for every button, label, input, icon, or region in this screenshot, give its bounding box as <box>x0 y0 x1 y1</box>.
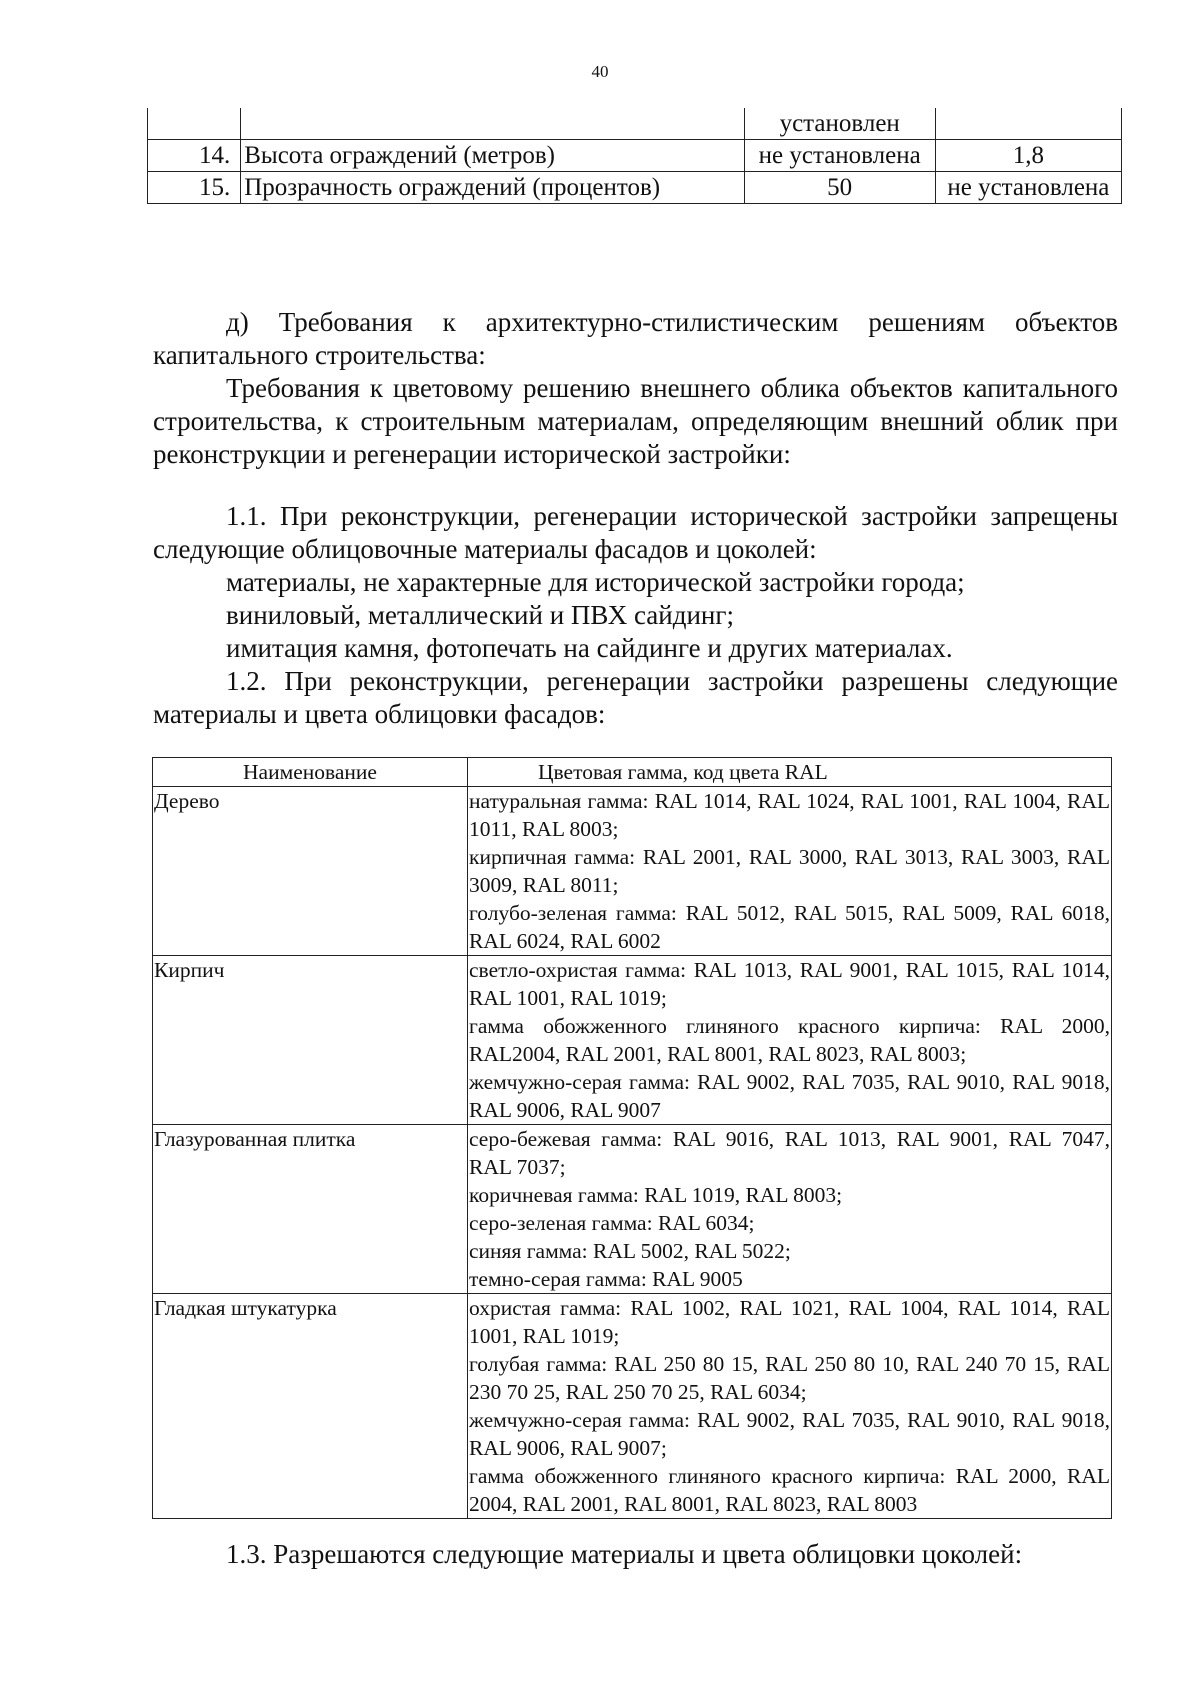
gamma-line: натуральная гамма: RAL 1014, RAL 1024, RAL 1001, RAL 1004, RAL 1011, RAL 8003; <box>469 789 1110 841</box>
gamma-line: темно-серая гамма: RAL 9005 <box>469 1267 743 1291</box>
gamma-line: серо-бежевая гамма: RAL 9016, RAL 1013, RAL 9001, RAL 7047, RAL 7037; <box>469 1127 1110 1179</box>
item-1-1-text: 1.1. При реконструкции, регенерации исторической застройки запрещены следующие облицовочные материалы фасадов и цоколей: <box>153 501 1118 564</box>
table-row <box>153 1294 1112 1519</box>
item-1-1 <box>153 500 1118 731</box>
section-d <box>153 306 1118 471</box>
column-header-gamma: Цветовая гамма, код цвета RAL <box>468 758 1112 787</box>
table-row <box>153 787 1112 956</box>
gamma-cell <box>468 1294 1112 1519</box>
row-name <box>241 108 744 140</box>
gamma-line: серо-зеленая гамма: RAL 6034; <box>469 1211 755 1235</box>
row-value-2: не установлена <box>935 172 1121 204</box>
table-row <box>148 172 1122 204</box>
gamma-cell <box>468 787 1112 956</box>
table-row <box>148 140 1122 172</box>
row-value-1: 50 <box>744 172 935 204</box>
row-number <box>148 108 241 140</box>
gamma-line: голубо-зеленая гамма: RAL 5012, RAL 5015, RAL 5009, RAL 6018, RAL 6024, RAL 6002 <box>469 901 1110 953</box>
material-name: Дерево <box>153 787 468 956</box>
gamma-line: жемчужно-серая гамма: RAL 9002, RAL 7035, RAL 9010, RAL 9018, RAL 9006, RAL 9007 <box>469 1070 1110 1122</box>
gamma-line: коричневая гамма: RAL 1019, RAL 8003; <box>469 1183 843 1207</box>
material-name: Глазурованная плитка <box>153 1125 468 1294</box>
row-name: Прозрачность ограждений (процентов) <box>241 172 744 204</box>
table-row <box>148 108 1122 140</box>
table-row <box>153 956 1112 1125</box>
page-number: 40 <box>591 62 609 81</box>
row-number: 15. <box>148 172 241 204</box>
gamma-cell <box>468 1125 1112 1294</box>
item-1-3 <box>153 1538 1118 1571</box>
gamma-line: жемчужно-серая гамма: RAL 9002, RAL 7035, RAL 9010, RAL 9018, RAL 9006, RAL 9007; <box>469 1408 1110 1460</box>
row-name: Высота ограждений (метров) <box>241 140 744 172</box>
gamma-line: охристая гамма: RAL 1002, RAL 1021, RAL 1004, RAL 1014, RAL 1001, RAL 1019; <box>469 1296 1110 1348</box>
row-value-1: установлен <box>744 108 935 140</box>
item-1-3-text: 1.3. Разрешаются следующие материалы и цвета облицовки цоколей: <box>226 1539 1023 1569</box>
row-value-2 <box>935 108 1121 140</box>
gamma-line: синяя гамма: RAL 5002, RAL 5022; <box>469 1239 791 1263</box>
gamma-line: светло-охристая гамма: RAL 1013, RAL 9001, RAL 1015, RAL 1014, RAL 1001, RAL 1019; <box>469 958 1110 1010</box>
table-row <box>153 1125 1112 1294</box>
section-d-requirements: Требования к цветовому решению внешнего облика объектов капитального строительства, к строительным материалам, определяющим внешний облик при реконструкции и регенерации исторической застройки: <box>153 373 1118 469</box>
list-item: материалы, не характерные для исторической застройки города; <box>226 567 965 597</box>
row-value-1: не установлена <box>744 140 935 172</box>
item-1-2-text: 1.2. При реконструкции, регенерации застройки разрешены следующие материалы и цвета облицовки фасадов: <box>153 666 1118 729</box>
gamma-cell <box>468 956 1112 1125</box>
material-name: Кирпич <box>153 956 468 1125</box>
list-item: имитация камня, фотопечать на сайдинге и других материалах. <box>226 633 953 663</box>
material-name: Гладкая штукатурка <box>153 1294 468 1519</box>
list-item: виниловый, металлический и ПВХ сайдинг; <box>226 600 734 630</box>
gamma-line: кирпичная гамма: RAL 2001, RAL 3000, RAL 3013, RAL 3003, RAL 3009, RAL 8011; <box>469 845 1110 897</box>
height-transparency-table <box>147 108 1122 204</box>
ral-colors-table <box>152 757 1112 1519</box>
table-header-row <box>153 758 1112 787</box>
gamma-line: гамма обожженного глиняного красного кирпича: RAL 2000, RAL2004, RAL 2001, RAL 8001, RAL 8023, RAL 8003; <box>469 1014 1110 1066</box>
column-header-name: Наименование <box>153 758 468 787</box>
row-number: 14. <box>148 140 241 172</box>
gamma-line: голубая гамма: RAL 250 80 15, RAL 250 80 10, RAL 240 70 15, RAL 230 70 25, RAL 250 70 25, RAL 6034; <box>469 1352 1110 1404</box>
row-value-2: 1,8 <box>935 140 1121 172</box>
section-d-heading: д) Требования к архитектурно-стилистическим решениям объектов капитального строительства: <box>153 307 1118 370</box>
gamma-line: гамма обожженного глиняного красного кирпича: RAL 2000, RAL 2004, RAL 2001, RAL 8001, RAL 8023, RAL 8003 <box>469 1464 1110 1516</box>
